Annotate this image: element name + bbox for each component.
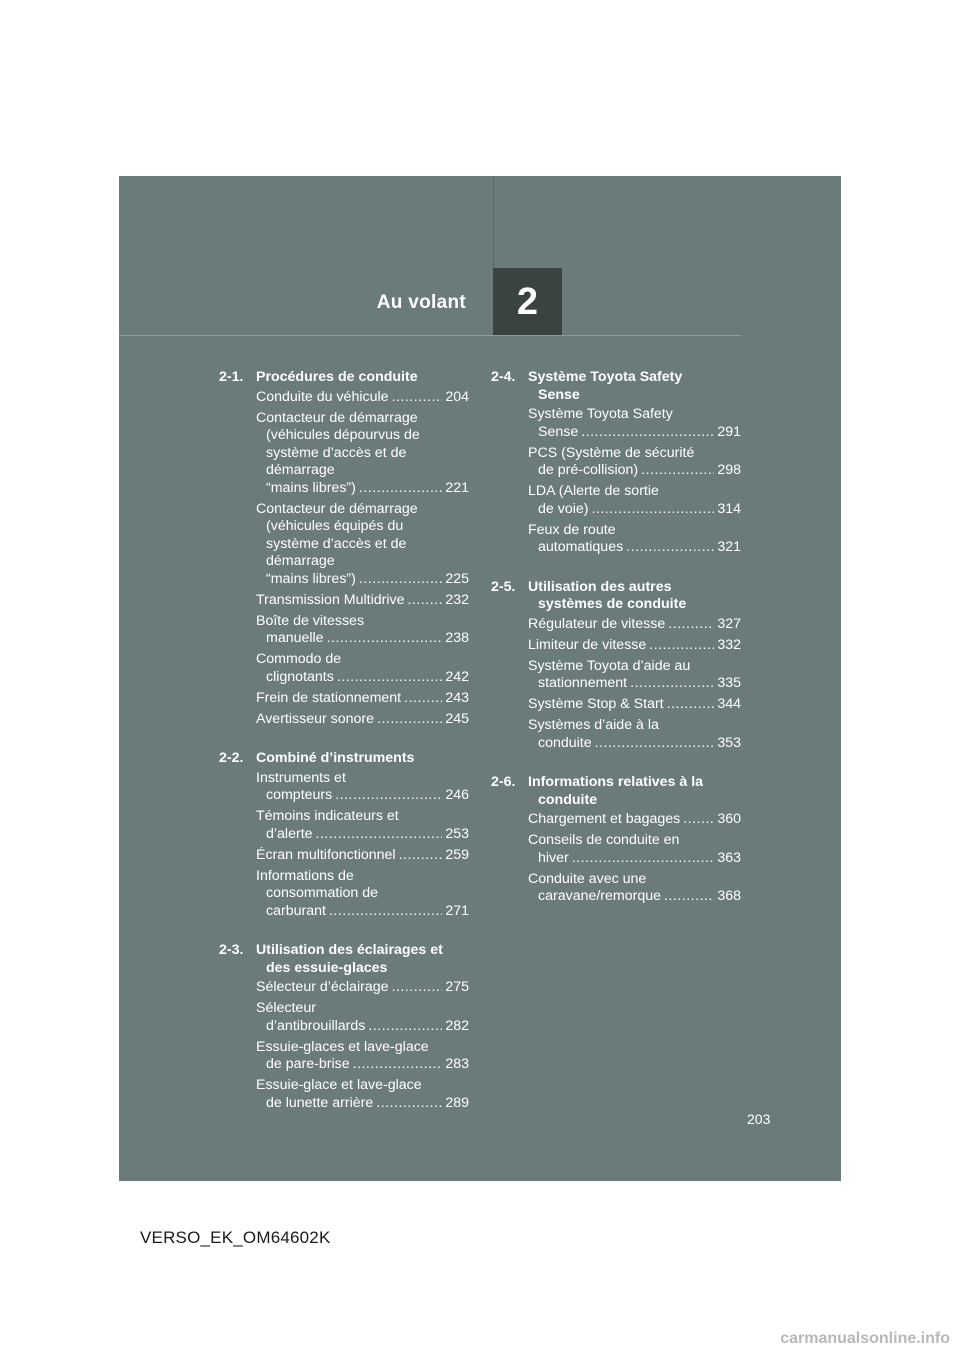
dot-leader <box>641 462 714 480</box>
toc-entry[interactable] <box>256 711 469 729</box>
section-title-line: conduite <box>538 791 598 808</box>
entry-last-line <box>256 787 469 805</box>
entry-last-line <box>528 850 741 868</box>
section-title-line: systèmes de conduite <box>538 596 687 612</box>
chapter-title: Au volant <box>376 292 466 313</box>
entry-text-line: Témoins indicateurs et <box>256 808 399 824</box>
dot-leader <box>581 424 714 442</box>
entry-text-line: Conduite avec une <box>528 870 647 887</box>
toc-entry[interactable] <box>528 871 741 906</box>
entry-last-line <box>256 480 469 498</box>
dot-leader <box>399 847 443 865</box>
dot-leader <box>316 826 443 844</box>
entry-text-line: Informations de <box>256 867 354 884</box>
entry-last-line <box>256 389 469 407</box>
toc-entry[interactable] <box>528 616 741 634</box>
dot-leader <box>630 675 714 693</box>
entry-text-line: “mains libres”) <box>266 479 356 496</box>
toc-column-right <box>491 369 741 928</box>
entry-last-line <box>256 592 469 610</box>
toc-entry[interactable] <box>528 445 741 480</box>
dot-leader <box>667 696 715 714</box>
toc-entry[interactable] <box>528 483 741 518</box>
entry-last-line <box>528 539 741 557</box>
toc-entry[interactable] <box>528 696 741 714</box>
entry-last-line <box>256 903 469 921</box>
entry-page-number: 321 <box>717 539 741 555</box>
section-heading <box>491 369 741 404</box>
entry-text-line: Boîte de vitesses <box>256 612 365 629</box>
entry-page-number: 243 <box>445 689 469 706</box>
entry-text-line: de pare-brise <box>266 1056 350 1072</box>
entry-last-line <box>528 424 741 442</box>
section-title <box>528 369 741 404</box>
dot-leader <box>407 592 442 610</box>
entry-text-line: (véhicules équipés du <box>266 518 404 534</box>
entry-text-line: Essuie-glaces et lave-glace <box>256 1038 429 1055</box>
dot-leader <box>327 630 443 648</box>
entry-text-line: Conseils de conduite en <box>528 832 680 848</box>
section-number: 2-2. <box>219 750 244 766</box>
section-heading <box>219 942 469 977</box>
watermark: carmanualsonline.info <box>780 1330 950 1347</box>
toc-entry[interactable] <box>256 868 469 921</box>
section-title <box>256 942 469 977</box>
entry-text-line: de lunette arrière <box>266 1094 374 1111</box>
entry-last-line <box>256 979 469 997</box>
entry-last-line <box>256 1095 469 1113</box>
entry-last-line <box>256 630 469 648</box>
entry-text-line: d’alerte <box>266 825 313 842</box>
dot-leader <box>649 637 714 655</box>
entry-last-line <box>256 690 469 708</box>
entry-page-number: 353 <box>717 734 741 751</box>
entry-text-line: Essuie-glace et lave-glace <box>256 1077 422 1093</box>
entry-text-line: de pré-collision) <box>538 462 639 478</box>
toc-entry[interactable] <box>528 658 741 693</box>
toc-entry[interactable] <box>528 406 741 441</box>
entry-last-line <box>528 462 741 480</box>
entry-text-line: Feux de route <box>528 521 616 538</box>
dot-leader <box>404 690 442 708</box>
entry-text-line: Sélecteur d’éclairage <box>256 979 389 995</box>
entry-page-number: 332 <box>717 636 741 653</box>
toc-column-left <box>219 369 469 1134</box>
section-title-line: des essuie-glaces <box>266 959 388 976</box>
dot-leader <box>664 888 714 906</box>
entry-page-number: 259 <box>445 846 469 863</box>
entry-text-line: Écran multifonctionnel <box>256 846 396 863</box>
section-title <box>528 774 741 809</box>
entry-text-line: caravane/remorque <box>538 888 662 904</box>
entry-last-line <box>528 501 741 519</box>
toc-entry[interactable] <box>528 522 741 557</box>
entry-page-number: 327 <box>717 615 741 632</box>
toc-entry[interactable] <box>256 613 469 648</box>
dot-leader <box>668 616 714 634</box>
toc-entry[interactable] <box>256 979 469 997</box>
entry-text-line: démarrage <box>266 462 335 478</box>
entry-text-line: Systèmes d’aide à la <box>528 717 659 733</box>
entry-text-line: système d’accès et de <box>266 444 407 461</box>
entry-text-line: compteurs <box>266 787 333 803</box>
toc-entry[interactable] <box>528 811 741 829</box>
toc-entry[interactable] <box>528 832 741 867</box>
toc-section <box>219 750 469 920</box>
entry-text-line: Chargement et bagages <box>528 811 681 827</box>
toc-entry[interactable] <box>528 637 741 655</box>
entry-page-number: 238 <box>445 630 469 646</box>
section-heading <box>219 369 469 387</box>
header-divider-horizontal <box>119 335 741 336</box>
entry-text-line: Sense <box>538 423 579 440</box>
entry-page-number: 245 <box>445 710 469 727</box>
entry-text-line: conduite <box>538 734 592 751</box>
entry-last-line <box>528 696 741 714</box>
toc-entry[interactable] <box>256 770 469 805</box>
section-title-line: Procédures de conduite <box>256 369 418 385</box>
entry-last-line <box>256 1056 469 1074</box>
section-title-line: Système Toyota Safety <box>528 369 683 385</box>
entry-page-number: 282 <box>445 1017 469 1034</box>
entry-last-line <box>256 669 469 687</box>
toc-entry[interactable] <box>256 1039 469 1074</box>
entry-text-line: hiver <box>538 849 569 866</box>
toc-entry[interactable] <box>256 389 469 407</box>
entry-page-number: 289 <box>445 1094 469 1111</box>
header-divider-vertical <box>493 176 494 268</box>
entry-last-line <box>528 811 741 829</box>
dot-leader <box>591 501 714 519</box>
dot-leader <box>337 669 443 687</box>
toc-section <box>219 369 469 728</box>
section-number: 2-3. <box>219 942 244 958</box>
entry-text-line: Instruments et <box>256 769 346 786</box>
entry-last-line <box>256 826 469 844</box>
entry-page-number: 242 <box>445 668 469 685</box>
entry-text-line: de voie) <box>538 500 589 517</box>
toc-entry[interactable] <box>256 592 469 610</box>
entry-last-line <box>256 1018 469 1036</box>
dot-leader <box>359 571 442 589</box>
entry-last-line <box>256 711 469 729</box>
entry-text-line: Frein de stationnement <box>256 689 402 706</box>
entry-last-line <box>528 888 741 906</box>
toc-entry[interactable] <box>256 690 469 708</box>
entry-text-line: démarrage <box>266 553 335 569</box>
toc-entry[interactable] <box>256 847 469 865</box>
toc-entry[interactable] <box>256 410 469 498</box>
entry-text-line: Commodo de <box>256 651 342 667</box>
entry-page-number: 275 <box>445 979 469 995</box>
dot-leader <box>392 979 443 997</box>
dot-leader <box>377 711 442 729</box>
entry-text-line: Transmission Multidrive <box>256 591 405 608</box>
entry-text-line: automatiques <box>538 539 624 555</box>
entry-page-number: 344 <box>717 696 741 712</box>
dot-leader <box>329 903 442 921</box>
section-number: 2-5. <box>491 578 516 595</box>
section-title-line: Sense <box>538 386 580 403</box>
entry-text-line: PCS (Système de sécurité <box>528 444 695 461</box>
entry-text-line: clignotants <box>266 668 334 685</box>
entry-text-line: Régulateur de vitesse <box>528 615 666 632</box>
entry-text-line: manuelle <box>266 630 324 646</box>
section-heading <box>219 750 469 768</box>
entry-last-line <box>256 571 469 589</box>
entry-text-line: Contacteur de démarrage <box>256 500 418 517</box>
entry-last-line <box>528 616 741 634</box>
section-title-line: Utilisation des autres <box>528 578 672 595</box>
entry-page-number: 298 <box>717 462 741 478</box>
entry-text-line: (véhicules dépourvus de <box>266 427 420 443</box>
page-number: 203 <box>747 1111 771 1127</box>
entry-text-line: d’antibrouillards <box>266 1017 366 1034</box>
section-heading <box>491 774 741 809</box>
entry-page-number: 363 <box>717 849 741 866</box>
entry-text-line: “mains libres”) <box>266 570 356 587</box>
entry-last-line <box>256 847 469 865</box>
chapter-number-box: 2 <box>493 268 562 336</box>
dot-leader <box>359 480 442 498</box>
section-number: 2-4. <box>491 369 516 385</box>
entry-text-line: Contacteur de démarrage <box>256 409 418 426</box>
entry-text-line: Sélecteur <box>256 1000 316 1016</box>
entry-page-number: 232 <box>445 591 469 608</box>
section-title <box>528 579 741 614</box>
entry-text-line: Système Toyota d’aide au <box>528 657 691 674</box>
dot-leader <box>353 1056 443 1074</box>
dot-leader <box>572 850 715 868</box>
toc-entry[interactable] <box>256 808 469 843</box>
dot-leader <box>626 539 714 557</box>
section-number: 2-6. <box>491 774 516 790</box>
entry-text-line: Avertisseur sonore <box>256 710 375 727</box>
entry-page-number: 271 <box>445 902 469 919</box>
entry-last-line <box>528 735 741 753</box>
entry-text-line: consommation de <box>266 885 378 901</box>
dot-leader <box>683 811 714 829</box>
dot-leader <box>392 389 443 407</box>
section-number: 2-1. <box>219 369 244 385</box>
section-title <box>256 750 469 768</box>
toc-entry[interactable] <box>256 1000 469 1035</box>
section-heading <box>491 579 741 614</box>
entry-page-number: 335 <box>717 675 741 691</box>
entry-text-line: carburant <box>266 902 326 919</box>
entry-page-number: 314 <box>717 500 741 517</box>
toc-entry[interactable] <box>256 1077 469 1112</box>
document-code: VERSO_EK_OM64602K <box>140 1228 331 1247</box>
entry-page-number: 204 <box>445 388 469 405</box>
entry-page-number: 246 <box>445 787 469 803</box>
entry-last-line <box>528 675 741 693</box>
chapter-panel <box>119 176 841 1181</box>
entry-text-line: Système Stop & Start <box>528 696 664 712</box>
dot-leader <box>368 1018 442 1036</box>
toc-entry[interactable] <box>528 717 741 752</box>
section-title-line: Utilisation des éclairages et <box>256 942 443 958</box>
entry-last-line <box>528 637 741 655</box>
entry-page-number: 221 <box>445 479 469 496</box>
toc-section <box>491 774 741 906</box>
entry-text-line: Conduite du véhicule <box>256 388 389 405</box>
dot-leader <box>335 787 442 805</box>
entry-text-line: stationnement <box>538 675 628 691</box>
entry-page-number: 225 <box>445 570 469 587</box>
toc-entry[interactable] <box>256 651 469 686</box>
toc-entry[interactable] <box>256 501 469 589</box>
entry-page-number: 360 <box>717 811 741 827</box>
entry-page-number: 291 <box>717 423 741 440</box>
toc-section <box>491 579 741 753</box>
entry-page-number: 253 <box>445 825 469 842</box>
toc-section <box>219 942 469 1112</box>
section-title-line: Combiné d’instruments <box>256 750 415 766</box>
section-title <box>256 369 469 387</box>
dot-leader <box>595 735 715 753</box>
entry-text-line: système d’accès et de <box>266 535 407 552</box>
section-title-line: Informations relatives à la <box>528 774 704 790</box>
toc-section <box>491 369 741 557</box>
entry-page-number: 368 <box>717 888 741 904</box>
entry-text-line: Système Toyota Safety <box>528 406 673 422</box>
entry-page-number: 283 <box>445 1056 469 1072</box>
dot-leader <box>376 1095 442 1113</box>
entry-text-line: LDA (Alerte de sortie <box>528 483 659 499</box>
entry-text-line: Limiteur de vitesse <box>528 636 647 653</box>
